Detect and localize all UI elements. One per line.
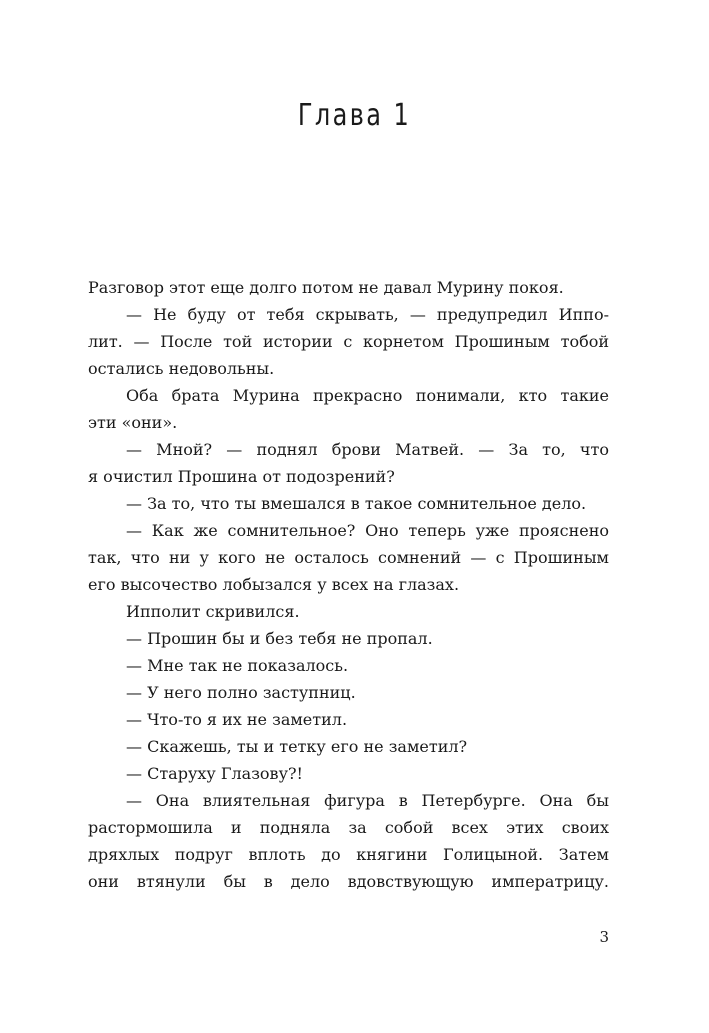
paragraph xyxy=(88,598,609,625)
paragraph xyxy=(88,733,609,760)
paragraph xyxy=(88,652,609,679)
text-line: — Она влиятельная фигура в Петербурге. Она бы xyxy=(126,791,609,810)
text-line: — Что-то я их не заметил. xyxy=(126,710,348,729)
text-line: — Старуху Глазову?! xyxy=(126,764,303,783)
body-text xyxy=(88,274,609,895)
text-line: — За то, что ты вмешался в такое сомнительное дело. xyxy=(126,494,587,513)
text-line: эти «они». xyxy=(88,413,178,432)
text-line: я очистил Прошина от подозрений? xyxy=(88,467,395,486)
text-line: — У него полно заступниц. xyxy=(126,683,356,702)
text-line: — Скажешь, ты и тетку его не заметил? xyxy=(126,737,468,756)
text-line: Ипполит скривился. xyxy=(126,602,300,621)
paragraph xyxy=(88,274,609,301)
chapter-title: Глава 1 xyxy=(297,98,412,133)
text-line: Оба брата Мурина прекрасно понимали, кто такие xyxy=(126,386,609,405)
text-line: Разговор этот еще долго потом не давал Мурину покоя. xyxy=(88,278,564,297)
text-line: — Мне так не показалось. xyxy=(126,656,349,675)
paragraph xyxy=(88,490,609,517)
text-line: — Как же сомнительное? Оно теперь уже прояснено xyxy=(126,521,609,540)
text-line: остались недовольны. xyxy=(88,359,275,378)
paragraph xyxy=(88,625,609,652)
paragraph xyxy=(88,679,609,706)
text-line: — Не буду от тебя скрывать, — предупредил Иппо- xyxy=(126,305,609,324)
text-line: дряхлых подруг вплоть до княгини Голицыной. Затем xyxy=(88,845,609,864)
text-line: так, что ни у кого не осталось сомнений — с Прошиным xyxy=(88,548,609,567)
paragraph xyxy=(88,517,609,598)
text-line: лит. — После той истории с корнетом Прошиным тобой xyxy=(88,332,609,351)
paragraph xyxy=(88,436,609,490)
text-line: — Прошин бы и без тебя не пропал. xyxy=(126,629,433,648)
paragraph xyxy=(88,706,609,733)
text-line: его высочество лобызался у всех на глазах. xyxy=(88,575,460,594)
paragraph xyxy=(88,787,609,895)
paragraph xyxy=(88,382,609,436)
page-number: 3 xyxy=(599,928,609,946)
paragraph xyxy=(88,760,609,787)
paragraph xyxy=(88,301,609,382)
text-line: — Мной? — поднял брови Матвей. — За то, что xyxy=(126,440,609,459)
text-line: растормошила и подняла за собой всех этих своих xyxy=(88,818,609,837)
text-line: они втянули бы в дело вдовствующую императрицу. xyxy=(88,872,609,891)
